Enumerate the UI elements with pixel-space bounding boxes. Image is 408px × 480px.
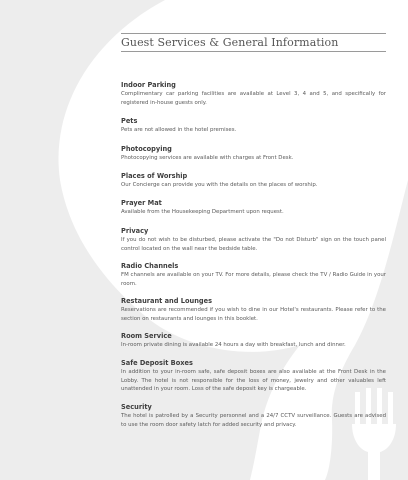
section-title: Room Service [121,332,172,340]
title-bottom-rule [121,51,386,52]
section-privacy [121,226,386,261]
section-pets [121,116,386,144]
section-body: In-room private dining is available 24 hours a day with breakfast, lunch and dinner. [121,342,346,348]
section-security [121,402,386,432]
section-safe-deposit-boxes [121,358,386,402]
section-radio-channels [121,261,386,296]
info-sections [121,80,386,432]
section-prayer-mat [121,198,386,226]
section-body: Photocopying services are available with charges at Front Desk. [121,155,294,161]
section-body: In addition to your in-room safe, safe deposit boxes are also available at the Front Desk in the Lobby. The hotel is not responsible for the loss of money, jewelry and other valuables left unattended in your room. Loss of the safe deposit key is chargeable. [121,369,386,393]
section-body: Pets are not allowed in the hotel premises. [121,127,237,133]
section-title: Restaurant and Lounges [121,297,213,305]
section-room-service [121,331,386,358]
section-title: Safe Deposit Boxes [121,359,193,367]
section-title: Security [121,403,152,411]
page-title: Guest Services & General Information [121,36,339,49]
section-body: Our Concierge can provide you with the details on the places of worship. [121,182,318,188]
section-title: Photocopying [121,145,172,153]
title-top-rule [121,33,386,34]
section-body: The hotel is patrolled by a Security personnel and a 24/7 CCTV surveillance. Guests are advised to use the room door safety latch for added security and privacy. [121,413,386,428]
section-body: Complimentary car parking facilities are available at Level 3, 4 and 5, and specifically for registered in-house guests only. [121,91,386,106]
section-photocopying [121,144,386,171]
section-restaurant-and-lounges [121,296,386,331]
section-title: Places of Worship [121,172,188,180]
section-title: Prayer Mat [121,199,162,207]
section-title: Radio Channels [121,262,179,270]
section-body: Reservations are recommended if you wish to dine in our Hotel's restaurants. Please refer to the section on restaurants and lounges in this booklet. [121,307,386,322]
section-body: FM channels are available on your TV. For more details, please check the TV / Radio Guide in your room. [121,272,386,287]
section-places-of-worship [121,171,386,198]
section-body: Available from the Housekeeping Department upon request. [121,209,284,215]
section-indoor-parking [121,80,386,116]
section-body: If you do not wish to be disturbed, please activate the "Do not Disturb" sign on the touch panel control located on the wall near the bedside table. [121,237,386,252]
section-title: Indoor Parking [121,81,176,89]
section-title: Pets [121,117,138,125]
section-title: Privacy [121,227,149,235]
